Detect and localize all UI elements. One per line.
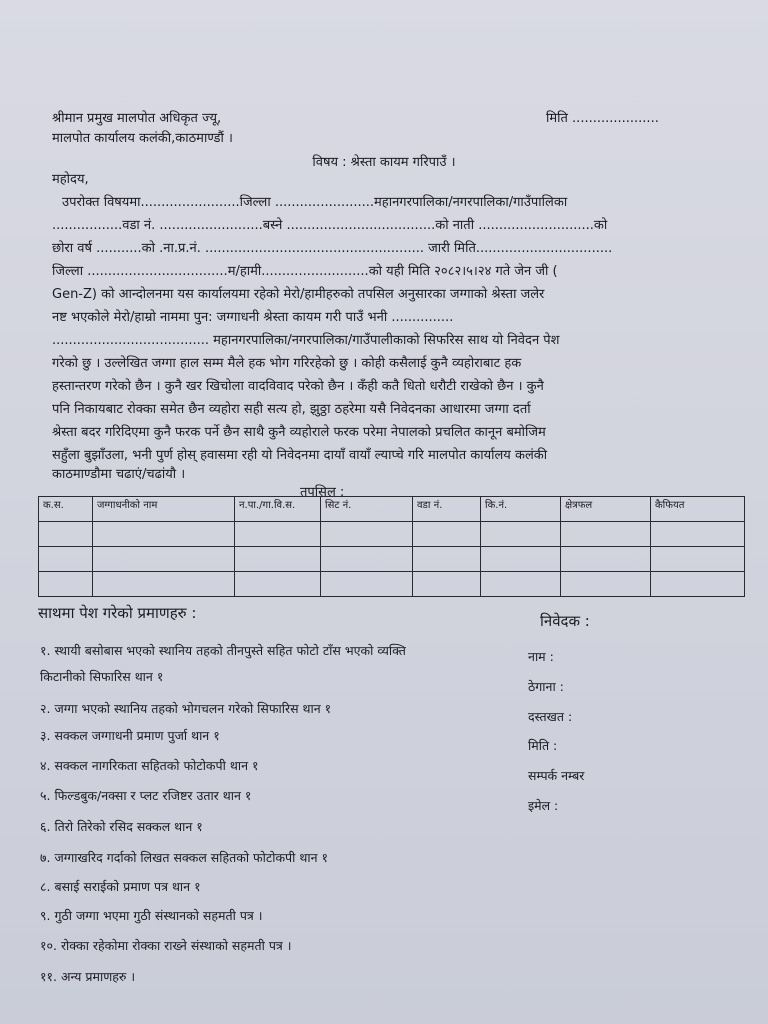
body-line: श्रेस्ता बदर गरिदिएमा कुनै फरक पर्ने छैन साथै कुनै व्यहोराले फरक परेमा नेपालको प्रचलित कानून बमोजिम [52,425,546,440]
land-details-table [38,496,745,597]
document-item: १. स्थायी बसोबास भएको स्थानिय तहको तीनपुस्ते सहित फोटो टाँस भएको व्यक्ति [40,643,406,658]
body-line: पनि निकायबाट रोक्का समेत छैन व्यहोरा सही सत्य हो, झुठ्ठा ठहरेमा यसै निवेदनका आधारमा जग्गा दर्ता [52,402,531,417]
applicant-name-field: नाम : [528,649,554,664]
table-cell [413,547,481,572]
table-header-row [39,497,745,522]
document-item: ५. फिल्डबुक/नक्सा र प्लट रजिष्टर उतार थान १ [40,788,252,803]
table-cell [561,572,651,597]
column-header: न.पा./गा.वि.स. [235,497,321,522]
body-line: ...................................... महानगरपालिका/नगरपालिका/गाउँपालीकाको सिफरिस साथ यो निवेदन पेश [52,333,560,348]
body-line: सहुँला बुझाँउला, भनी पुर्ण होस् हवासमा रही यो निवेदनमा दायाँ वायाँ ल्याप्चे गरि मालपोत कार्यालय कलंकी [52,448,548,463]
table-cell [39,522,93,547]
addressee-line-2: मालपोत कार्यालय कलंकी,काठमाण्डौं । [52,131,233,146]
body-line: हस्तान्तरण गरेको छैन । कुनै खर खिचोला वादविवाद परेको छैन । कँही कतै धितो धरौटी राखेको छैन । कुनै [52,379,544,394]
body-line: जिल्ला ..................................म/हामी..........................को यही मिति २०८२।५।२४ गते जेन जी ( [52,264,558,279]
body-line: Gen-Z) को आन्दोलनमा यस कार्यालयमा रहेको मेरो/हामीहरुको तपसिल अनुसारका जग्गाको श्रेस्ता जलेर [52,287,545,302]
document-item: ६. तिरो तिरेको रसिद सक्कल थान १ [40,819,203,834]
table-cell [651,572,745,597]
table-cell [651,522,745,547]
table-cell [481,572,561,597]
table-cell [93,572,235,597]
table-cell [93,547,235,572]
table-cell [481,522,561,547]
table-cell [413,572,481,597]
table-cell [235,547,321,572]
document-item: ९. गुठी जग्गा भएमा गुठी संस्थानको सहमती पत्र । [40,908,263,923]
table-row [39,522,745,547]
body-line: छोरा वर्ष ...........को .ना.प्र.नं. ..................................................... जारी मिति................................. [52,241,613,256]
table-cell [235,522,321,547]
date-field: मिति ..................... [546,111,659,126]
column-header: सिट नं. [321,497,413,522]
document-item: २. जग्गा भएको स्थानिय तहको भोगचलन गरेको सिफारिस थान १ [40,701,332,716]
column-header: वडा नं. [413,497,481,522]
column-header: क्षेत्रफल [561,497,651,522]
body-line: उपरोक्त विषयमा........................जिल्ला ........................महानगरपालिका/नगरपालिका/गाउँपालिका [62,195,568,210]
body-line: .................वडा नं. .........................बस्ने ....................................को नाती ............................को [52,218,608,233]
table-cell [235,572,321,597]
body-line: काठमाण्डौमा चढाएं/चढांयौ । [52,467,186,482]
body-line: गरेको छु । उल्लेखित जग्गा हाल सम्म मैले हक भोग गरिरहेको छु । कोही कसैलाई कुनै व्यहोराबाट हक [52,356,522,371]
table-cell [39,572,93,597]
document-item: ८. बसाई सराईको प्रमाण पत्र थान १ [40,879,201,894]
subject-line: विषय : श्रेस्ता कायम गरिपाउँ । [312,155,456,170]
table-row [39,547,745,572]
addressee-line-1: श्रीमान प्रमुख मालपोत अधिकृत ज्यू, [52,111,222,126]
applicant-title: निवेदक : [540,612,590,630]
document-item: किटानीको सिफारिस थान १ [40,669,164,684]
document-item: ३. सक्कल जग्गाधनी प्रमाण पुर्जा थान १ [40,728,220,743]
table-cell [93,522,235,547]
document-item: १०. रोक्का रहेकोमा रोक्का राख्ने संस्थाको सहमती पत्र । [40,938,292,953]
applicant-date-field: मिति : [528,738,558,753]
document-item: ७. जग्गाखरिद गर्दाको लिखत सक्कल सहितको फोटोकपी थान १ [40,850,328,865]
applicant-phone-field: सम्पर्क नम्बर [528,768,585,783]
table-cell [561,547,651,572]
table-cell [561,522,651,547]
applicant-email-field: इमेल : [528,798,559,813]
table-cell [413,522,481,547]
column-header: जग्गाधनीको नाम [93,497,235,522]
table-row [39,572,745,597]
salutation: महोदय, [52,172,89,187]
table-cell [39,547,93,572]
table-cell [321,547,413,572]
table-title: तपसिल : [300,485,345,500]
table-cell [321,572,413,597]
document-item: ११. अन्य प्रमाणहरु । [40,969,136,984]
documents-title: साथमा पेश गरेको प्रमाणहरु : [38,604,197,622]
body-line: नष्ट भएकोले मेरो/हाम्रो नाममा पुन: जग्गाधनी श्रेस्ता कायम गरी पाउँ भनी ............... [52,310,454,325]
applicant-signature-field: दस्तखत : [528,709,573,724]
column-header: कि.नं. [481,497,561,522]
table-cell [651,547,745,572]
table-cell [481,547,561,572]
table-cell [321,522,413,547]
document-item: ४. सक्कल नागरिकता सहितको फोटोकपी थान १ [40,758,259,773]
column-header: कैफियत [651,497,745,522]
column-header: क.स. [39,497,93,522]
applicant-address-field: ठेगाना : [528,679,564,694]
